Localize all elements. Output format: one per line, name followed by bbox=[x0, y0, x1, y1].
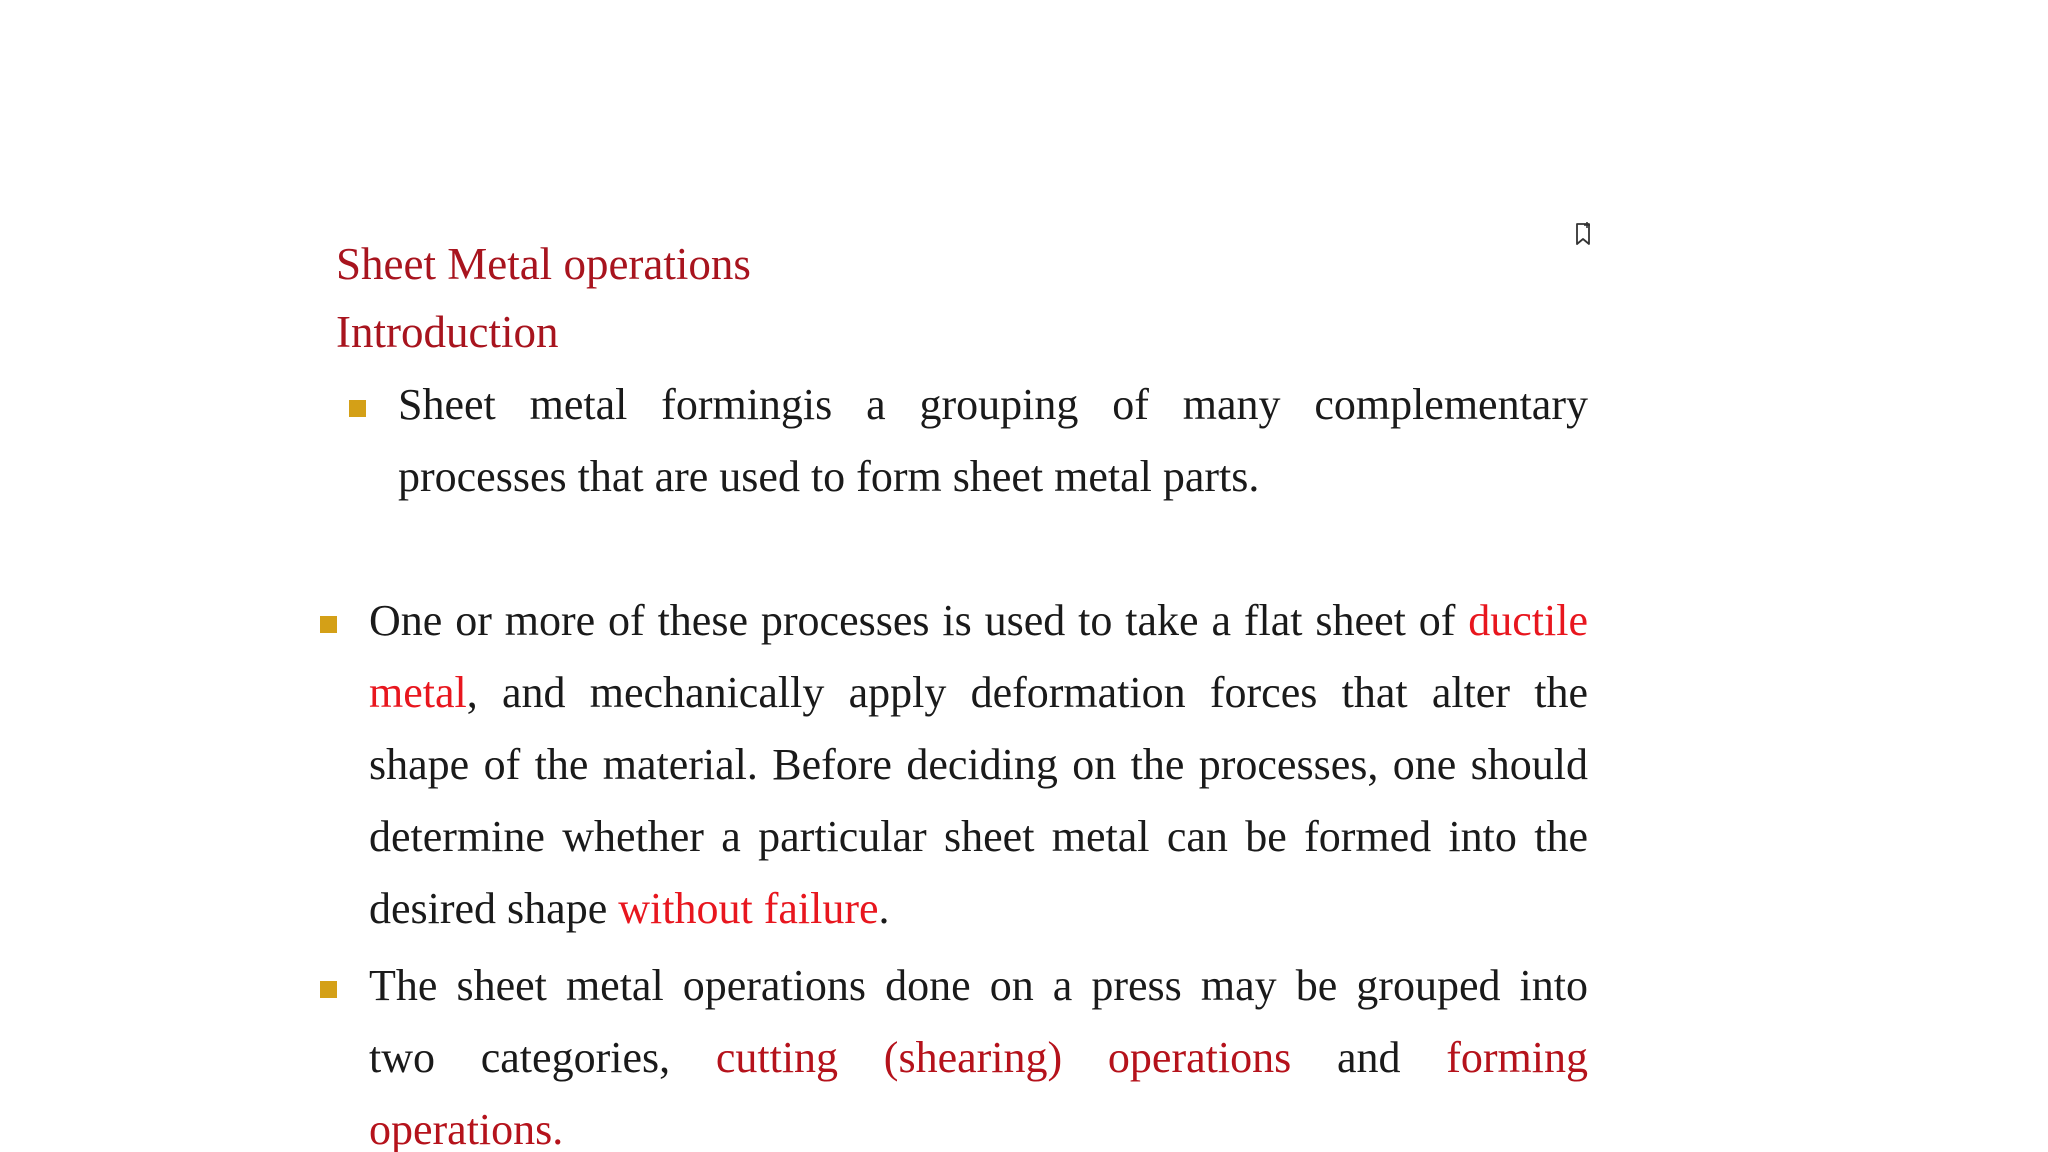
slide-title: Sheet Metal operations bbox=[336, 239, 751, 289]
bullet-item bbox=[398, 369, 1599, 513]
bullet-marker bbox=[320, 981, 337, 998]
bullet-text: One or more of these processes is used to take a flat sheet of bbox=[369, 596, 1469, 645]
bullet-text: The sheet metal operations done on a press may be grouped into two categories, bbox=[369, 961, 1621, 1082]
highlight-text: ductile metal bbox=[369, 596, 1610, 717]
bullet-item bbox=[369, 950, 1621, 1152]
bookmark-icon[interactable] bbox=[1574, 222, 1592, 246]
bullet-marker bbox=[349, 400, 366, 417]
bullet-text: and bbox=[1291, 1033, 1447, 1082]
bullet-text: Sheet metal formingis a grouping of many complementary processes that are used to form sheet metal parts. bbox=[398, 380, 1599, 501]
highlight-text: forming operations. bbox=[369, 1033, 1610, 1152]
bullet-text: . bbox=[878, 884, 890, 933]
highlight-text: without failure bbox=[618, 884, 879, 933]
slide-subtitle: Introduction bbox=[336, 307, 559, 357]
bullet-item bbox=[369, 585, 1610, 945]
bullet-marker bbox=[320, 616, 337, 633]
highlight-text: cutting (shearing) operations bbox=[715, 1033, 1292, 1082]
bullet-text: , and mechanically apply deformation forces that alter the shape of the material. Before deciding on the processes, one should determine whether a particular sheet metal can be formed into the desired shape bbox=[369, 668, 1610, 933]
